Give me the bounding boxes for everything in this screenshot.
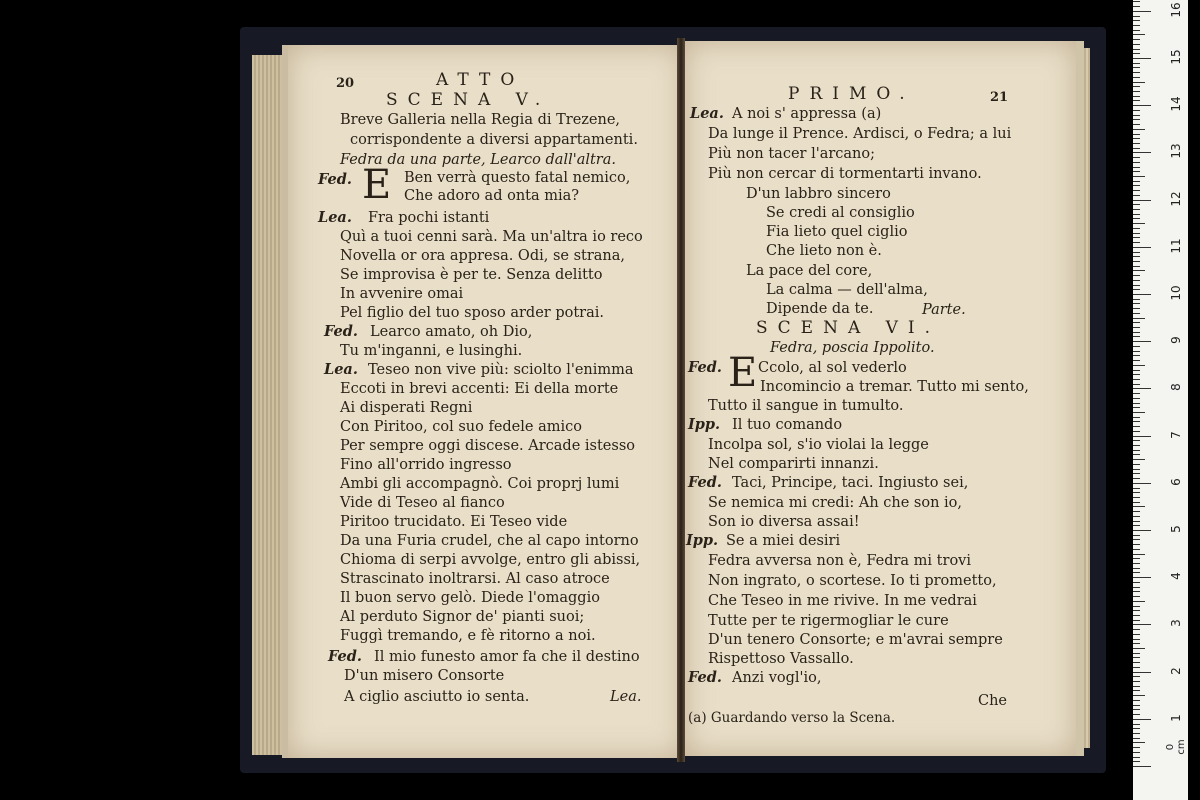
verse-line: Il mio funesto amor fa che il destino — [374, 649, 640, 665]
ruler-tick — [1133, 506, 1145, 507]
ruler-number: 13 — [1169, 143, 1183, 160]
ruler-tick — [1133, 25, 1140, 26]
verse-line: In avvenire omai — [340, 286, 464, 302]
ruler-number: 10 — [1169, 285, 1183, 301]
verse-line: Se improvisa è per te. Senza delitto — [340, 267, 603, 283]
ruler-tick — [1133, 336, 1140, 337]
verse-line: Incolpa sol, s'io violai la legge — [708, 437, 929, 453]
ruler-tick — [1133, 398, 1140, 399]
verse-line: Più non tacer l'arcano; — [708, 146, 875, 162]
ruler-tick — [1133, 138, 1140, 139]
ruler-tick — [1133, 497, 1140, 498]
ruler-tick — [1133, 275, 1140, 276]
footnote: (a) Guardando verso la Scena. — [688, 710, 896, 726]
verse-line: A ciglio asciutto io senta. — [344, 689, 530, 705]
ruler-tick — [1133, 662, 1140, 663]
ruler-tick — [1133, 39, 1140, 40]
running-head: ATTO — [436, 70, 525, 90]
ruler-tick — [1133, 91, 1140, 92]
verse-line: Tu m'inganni, e lusinghi. — [340, 343, 523, 359]
ruler-tick — [1133, 624, 1151, 625]
ruler-tick — [1133, 648, 1145, 649]
ruler-tick — [1133, 535, 1140, 536]
ruler-tick — [1133, 488, 1140, 489]
ruler-tick — [1133, 256, 1140, 257]
ruler-tick — [1133, 58, 1151, 59]
verse-line: La calma — dell'alma, — [766, 282, 928, 298]
verse-line: Piritoo trucidato. Ei Teseo vide — [340, 514, 568, 530]
ruler-number: 1 — [1169, 713, 1183, 722]
ruler-tick — [1133, 483, 1151, 484]
ruler-tick — [1133, 672, 1151, 673]
ruler-tick — [1133, 601, 1145, 602]
verse-line: D'un labbro sincero — [746, 186, 891, 202]
ruler-tick — [1133, 676, 1140, 677]
ruler-tick — [1133, 521, 1140, 522]
ruler-number: 14 — [1169, 96, 1183, 112]
speaker-label: Fed. — [688, 359, 722, 376]
ruler-tick — [1133, 285, 1140, 286]
measuring-ruler — [1133, 0, 1188, 800]
verse-line: Da lunge il Prence. Ardisci, o Fedra; a lui — [708, 126, 1012, 142]
ruler-tick — [1133, 407, 1140, 408]
ruler-number: 5 — [1169, 525, 1183, 533]
ruler-number: 4 — [1169, 572, 1183, 581]
ruler-tick — [1133, 124, 1140, 125]
verse-line: Al perduto Signor de' pianti suoi; — [340, 609, 585, 625]
ruler-tick — [1133, 96, 1140, 97]
verse-line: D'un tenero Consorte; e m'avrai sempre — [708, 632, 1003, 648]
ruler-tick — [1133, 431, 1140, 432]
ruler-tick — [1133, 261, 1140, 262]
stage-line: corrispondente a diversi appartamenti. — [350, 132, 638, 148]
ruler-tick — [1133, 181, 1140, 182]
speaker-label: Lea. — [690, 105, 724, 122]
ruler-tick — [1133, 63, 1140, 64]
ruler-tick — [1133, 148, 1140, 149]
verse-line: La pace del core, — [746, 263, 873, 279]
ruler-tick — [1133, 355, 1140, 356]
ruler-tick — [1133, 365, 1145, 366]
verse-line: Se a miei desiri — [726, 533, 841, 549]
ruler-tick — [1133, 657, 1140, 658]
ruler-tick — [1133, 327, 1140, 328]
ruler-tick — [1133, 49, 1140, 50]
ruler-tick — [1133, 577, 1151, 578]
ruler-number: 6 — [1169, 477, 1183, 486]
ruler-tick — [1133, 525, 1140, 526]
ruler-tick — [1133, 82, 1145, 83]
verse-line: Incomincio a tremar. Tutto mi sento, — [760, 379, 1029, 395]
catchword: Che — [978, 693, 1008, 709]
ruler-tick — [1133, 294, 1151, 295]
ruler-tick — [1133, 190, 1140, 191]
verse-line: Fino all'orrido ingresso — [340, 457, 512, 473]
speaker-label: Lea. — [318, 209, 352, 226]
verse-line: Fedra avversa non è, Fedra mi trovi — [708, 553, 971, 569]
ruler-tick — [1133, 587, 1140, 588]
ruler-tick — [1133, 313, 1140, 314]
verse-line: Ccolo, al sol vederlo — [758, 360, 907, 376]
ruler-tick — [1133, 157, 1140, 158]
ruler-tick — [1133, 761, 1140, 762]
ruler-tick — [1133, 115, 1140, 116]
verse-line: Se nemica mi credi: Ah che son io, — [708, 495, 963, 511]
ruler-tick — [1133, 67, 1140, 68]
speaker-label: Fed. — [328, 648, 362, 665]
ruler-tick — [1133, 223, 1145, 224]
page-number: 20 — [336, 76, 355, 91]
verse-line: Il buon servo gelò. Diede l'omaggio — [340, 590, 600, 606]
ruler-tick — [1133, 105, 1151, 106]
ruler-tick — [1133, 554, 1145, 555]
verse-line: Novella or ora appresa. Odi, se strana, — [340, 248, 626, 264]
verse-line: Learco amato, oh Dio, — [370, 324, 533, 340]
verse-line: Vide di Teseo al fianco — [340, 495, 505, 511]
ruler-tick — [1133, 719, 1151, 720]
verse-line: Fuggì tremando, e fè ritorno a noi. — [340, 628, 596, 644]
ruler-tick — [1133, 596, 1140, 597]
ruler-tick — [1133, 591, 1140, 592]
ruler-tick — [1133, 100, 1140, 101]
ruler-tick — [1133, 544, 1140, 545]
verse-line: A noi s' appressa (a) — [732, 106, 882, 122]
speaker-label: Fed. — [318, 171, 352, 188]
ruler-tick — [1133, 563, 1140, 564]
verse-line: Con Piritoo, col suo fedele amico — [340, 419, 582, 435]
verse-line: Dipende da te. — [766, 301, 874, 317]
ruler-tick — [1133, 242, 1140, 243]
ruler-tick — [1133, 634, 1140, 635]
ruler-tick — [1133, 478, 1140, 479]
speaker-label: Fed. — [688, 669, 722, 686]
ruler-tick — [1133, 11, 1151, 12]
verse-line: Tutte per te rigermogliar le cure — [708, 613, 949, 629]
stage-line: Fedra da una parte, Learco dall'altra. — [340, 152, 616, 168]
ruler-tick — [1133, 322, 1140, 323]
ruler-tick — [1133, 289, 1140, 290]
ruler-tick — [1133, 34, 1145, 35]
speaker-label: Ipp. — [688, 416, 721, 433]
speaker-label: Lea. — [324, 361, 358, 378]
ruler-tick — [1133, 1, 1140, 2]
ruler-tick — [1133, 549, 1140, 550]
scene-persons: Fedra, poscia Ippolito. — [770, 340, 935, 356]
verse-line: Quì a tuoi cenni sarà. Ma un'altra io reco — [340, 229, 643, 245]
verse-line: Pel figlio del tuo sposo arder potrai. — [340, 305, 604, 321]
verse-line: Ambi gli accompagnò. Coi proprj lumi — [340, 476, 620, 492]
ruler-tick — [1133, 686, 1140, 687]
ruler-tick — [1133, 643, 1140, 644]
verse-line: Che adoro ad onta mia? — [404, 188, 580, 204]
verse-line: Anzi vogl'io, — [732, 670, 822, 686]
ruler-tick — [1133, 384, 1140, 385]
ruler-tick — [1133, 639, 1140, 640]
drop-cap: E — [362, 162, 392, 208]
verse-line: D'un misero Consorte — [344, 668, 505, 684]
ruler-tick — [1133, 747, 1140, 748]
verse-line: Tutto il sangue in tumulto. — [708, 398, 904, 414]
ruler-tick — [1133, 473, 1140, 474]
ruler-tick — [1133, 176, 1145, 177]
ruler-tick — [1133, 16, 1140, 17]
ruler-tick — [1133, 318, 1145, 319]
ruler-number: 2 — [1169, 666, 1183, 675]
verse-line: Per sempre oggi discese. Arcade istesso — [340, 438, 635, 454]
ruler-tick — [1133, 530, 1151, 531]
left-page-edges — [252, 55, 284, 755]
verse-line: Eccoti in brevi accenti: Ei della morte — [340, 381, 619, 397]
ruler-tick — [1133, 516, 1140, 517]
speaker-label: Fed. — [324, 323, 358, 340]
ruler-tick — [1133, 539, 1140, 540]
ruler-tick — [1133, 606, 1140, 607]
ruler-tick — [1133, 152, 1151, 153]
ruler-tick — [1133, 766, 1151, 767]
ruler-tick — [1133, 228, 1140, 229]
ruler-tick — [1133, 440, 1140, 441]
ruler-tick — [1133, 185, 1140, 186]
ruler-tick — [1133, 412, 1145, 413]
ruler-tick — [1133, 195, 1140, 196]
exit-direction: Parte. — [922, 302, 966, 318]
ruler-tick — [1133, 757, 1140, 758]
ruler-tick — [1133, 742, 1145, 743]
ruler-tick — [1133, 709, 1140, 710]
ruler-number: 7 — [1169, 430, 1183, 439]
ruler-tick — [1133, 436, 1151, 437]
ruler-tick — [1133, 445, 1140, 446]
ruler-tick — [1133, 582, 1140, 583]
ruler-tick — [1133, 167, 1140, 168]
right-page — [684, 41, 1084, 756]
ruler-tick — [1133, 308, 1140, 309]
scene-heading: SCENA V. — [386, 90, 551, 110]
stage-line: Breve Galleria nella Regia di Trezene, — [340, 112, 621, 128]
ruler-tick — [1133, 733, 1140, 734]
ruler-tick — [1133, 53, 1140, 54]
verse-line: Rispettoso Vassallo. — [708, 651, 854, 667]
ruler-tick — [1133, 629, 1140, 630]
ruler-tick — [1133, 204, 1140, 205]
ruler-tick — [1133, 20, 1140, 21]
ruler-number: 3 — [1169, 619, 1183, 628]
ruler-number: 11 — [1169, 238, 1183, 254]
ruler-tick — [1133, 360, 1140, 361]
speaker-label: Ipp. — [686, 532, 719, 549]
verse-line: Se credi al consiglio — [766, 205, 915, 221]
ruler-tick — [1133, 6, 1140, 7]
ruler-tick — [1133, 450, 1140, 451]
ruler-tick — [1133, 341, 1151, 342]
ruler-tick — [1133, 303, 1140, 304]
ruler-tick — [1133, 620, 1140, 621]
ruler-tick — [1133, 252, 1140, 253]
verse-line: Fia lieto quel ciglio — [766, 224, 908, 240]
ruler-tick — [1133, 558, 1140, 559]
verse-line: Son io diversa assai! — [708, 514, 860, 530]
ruler-tick — [1133, 681, 1140, 682]
ruler-tick — [1133, 299, 1140, 300]
ruler-tick — [1133, 714, 1140, 715]
ruler-tick — [1133, 459, 1145, 460]
ruler-tick — [1133, 393, 1140, 394]
ruler-tick — [1133, 214, 1140, 215]
scene-heading: SCENA VI. — [756, 318, 941, 338]
ruler-tick — [1133, 752, 1140, 753]
verse-line: Che Teseo in me rivive. In me vedrai — [708, 593, 977, 609]
ruler-tick — [1133, 266, 1140, 267]
ruler-tick — [1133, 728, 1140, 729]
ruler-tick — [1133, 280, 1140, 281]
ruler-tick — [1133, 110, 1140, 111]
ruler-tick — [1133, 690, 1140, 691]
ruler-tick — [1133, 421, 1140, 422]
ruler-tick — [1133, 129, 1145, 130]
verse-line: Ben verrà questo fatal nemico, — [404, 170, 631, 186]
verse-line: Strascinato inoltrarsi. Al caso atroce — [340, 571, 610, 587]
ruler-tick — [1133, 464, 1140, 465]
ruler-tick — [1133, 426, 1140, 427]
ruler-tick — [1133, 388, 1151, 389]
verse-line: Taci, Principe, taci. Ingiusto sei, — [732, 475, 969, 491]
speaker-label: Fed. — [688, 474, 722, 491]
ruler-tick — [1133, 44, 1140, 45]
ruler-tick — [1133, 143, 1140, 144]
verse-line: Fra pochi istanti — [368, 210, 490, 226]
verse-line: Non ingrato, o scortese. Io ti prometto, — [708, 573, 997, 589]
ruler-tick — [1133, 705, 1140, 706]
ruler-tick — [1133, 568, 1140, 569]
page-number: 21 — [990, 90, 1009, 105]
verse-line: Il tuo comando — [732, 417, 843, 433]
ruler-tick — [1133, 332, 1140, 333]
ruler-tick — [1133, 417, 1140, 418]
ruler-tick — [1133, 218, 1140, 219]
verse-line: Nel comparirti innanzi. — [708, 456, 879, 472]
ruler-number: 15 — [1169, 49, 1183, 65]
ruler-tick — [1133, 72, 1140, 73]
verse-line: Che lieto non è. — [766, 243, 882, 259]
ruler-tick — [1133, 370, 1140, 371]
verse-line: Più non cercar di tormentarti invano. — [708, 166, 982, 182]
ruler-tick — [1133, 492, 1140, 493]
ruler-tick — [1133, 247, 1151, 248]
verse-line: Ai disperati Regni — [340, 400, 473, 416]
ruler-tick — [1133, 615, 1140, 616]
ruler-tick — [1133, 171, 1140, 172]
verse-line: Teseo non vive più: sciolto l'enimma — [368, 362, 634, 378]
ruler-tick — [1133, 162, 1140, 163]
ruler-tick — [1133, 86, 1140, 87]
ruler-tick — [1133, 403, 1140, 404]
ruler-tick — [1133, 653, 1140, 654]
left-page — [282, 45, 684, 758]
drop-cap: E — [728, 350, 758, 396]
ruler-tick — [1133, 502, 1140, 503]
ruler-tick — [1133, 667, 1140, 668]
ruler-tick — [1133, 237, 1140, 238]
ruler-tick — [1133, 119, 1140, 120]
ruler-tick — [1133, 351, 1140, 352]
verse-line: Chioma di serpi avvolge, entro gli abissi, — [340, 552, 641, 568]
ruler-number: 16 — [1169, 2, 1183, 18]
ruler-tick — [1133, 270, 1145, 271]
ruler-number: 9 — [1169, 336, 1183, 345]
ruler-tick — [1133, 209, 1140, 210]
ruler-tick — [1133, 454, 1140, 455]
ruler-tick — [1133, 469, 1140, 470]
ruler-tick — [1133, 77, 1140, 78]
ruler-tick — [1133, 30, 1140, 31]
ruler-tick — [1133, 738, 1140, 739]
ruler-tick — [1133, 695, 1145, 696]
ruler-tick — [1133, 200, 1151, 201]
catchword: Lea. — [610, 689, 642, 705]
ruler-tick — [1133, 233, 1140, 234]
ruler-tick — [1133, 610, 1140, 611]
ruler-tick — [1133, 374, 1140, 375]
ruler-tick — [1133, 572, 1140, 573]
ruler-number: 8 — [1169, 383, 1183, 392]
running-head: PRIMO. — [788, 84, 915, 104]
ruler-unit: 0 cm — [1165, 739, 1187, 755]
book-gutter — [677, 38, 685, 762]
ruler-tick — [1133, 700, 1140, 701]
verse-line: Da una Furia crudel, che al capo intorno — [340, 533, 639, 549]
ruler-tick — [1133, 134, 1140, 135]
ruler-tick — [1133, 511, 1140, 512]
ruler-tick — [1133, 346, 1140, 347]
ruler-tick — [1133, 724, 1140, 725]
ruler-number: 12 — [1169, 190, 1183, 207]
ruler-tick — [1133, 379, 1140, 380]
